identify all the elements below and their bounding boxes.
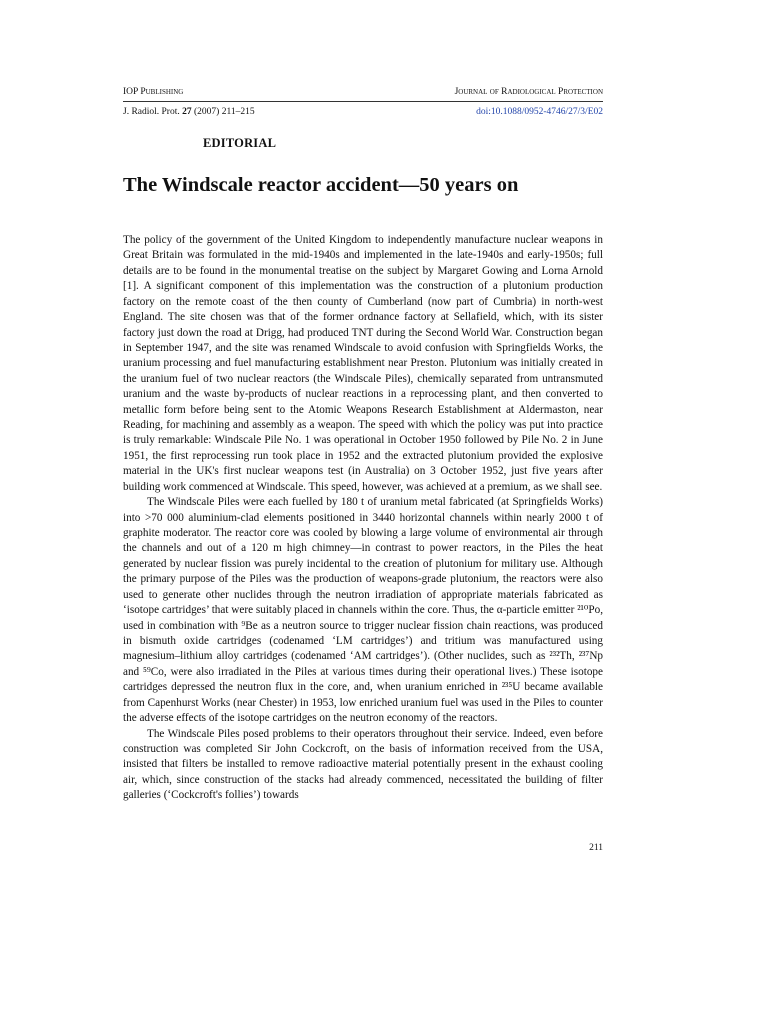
paragraph-2: The Windscale Piles were each fuelled by 180 t of uranium metal fabricated (at Springfields Works) into >70 000 aluminium-clad elements positioned in 3440 horizontal channels within nearly 2000 t of graphite moderator. The reactor core was cooled by blowing a large volume of environmental air through the channels and out of a 120 m high chimney—in contrast to power reactors, in the Piles the heat generated by nuclear fission was purely incidental to the creation of plutonium for military use. Although the primary purpose of the Piles was the production of weapons-grade plutonium, the reactors were also used to generate other nuclides through the neutron irradiation of appropriate materials fabricated as ‘isotope cartridges’ that were suitably placed in channels within the core. Thus, the α-particle emitter ²¹⁰Po, used in combination with ⁹Be as a neutron source to trigger nuclear fission chain reactions, was produced in bismuth oxide cartridges (codenamed ‘LM cartridges’) and tritium was manufactured using magnesium–lithium alloy cartridges (codenamed ‘AM cartridges’). (Other nuclides, such as ²³²Th, ²³⁷Np and ⁵⁹Co, were also irradiated in the Piles at various times during their operational lives.) These isotope cartridges depressed the neutron flux in the core, and, when uranium enriched in ²³⁵U became available from Capenhurst Works (near Chester) in 1953, low enriched uranium fuel was used in the Piles to counter the adverse effects of the isotope cartridges on the neutron economy of the reactors. bbox=[123, 496, 603, 725]
header-rule bbox=[123, 101, 603, 102]
page-number: 211 bbox=[589, 843, 603, 853]
publisher-name: IOP Publishing bbox=[123, 87, 184, 97]
citation-volume: 27 bbox=[182, 107, 192, 117]
article-body bbox=[123, 233, 603, 804]
citation-line bbox=[123, 106, 603, 118]
doi-link[interactable]: doi:10.1088/0952-4746/27/3/E02 bbox=[476, 107, 603, 117]
article-title: The Windscale reactor accident—50 years on bbox=[123, 174, 519, 196]
section-label: EDITORIAL bbox=[203, 136, 277, 150]
running-header bbox=[123, 86, 603, 98]
journal-name: Journal of Radiological Protection bbox=[454, 87, 603, 97]
paragraph-1: The policy of the government of the United Kingdom to independently manufacture nuclear weapons in Great Britain was formulated in the mid-1940s and implemented in the late-1940s and early-1950s; full details are to be found in the monumental treatise on the subject by Margaret Gowing and Lorna Arnold [1]. A significant component of this implementation was the construction of a plutonium production factory on the remote coast of the then county of Cumberland (now part of Cumbria) in north-west England. The site chosen was that of the former ordnance factory at Sellafield, which, with its sister factory just down the road at Drigg, had produced TNT during the Second World War. Construction began in September 1947, and the site was renamed Windscale to avoid confusion with Springfields Works, the uranium processing and fuel manufacturing establishment near Preston. Plutonium was initially created in the uranium fuel of two nuclear reactors (the Windscale Piles), chemically separated from untransmuted uranium and the waste by-products of nuclear reactions in a reprocessing plant, and then converted to metallic form before being sent to the Atomic Weapons Research Establishment at Aldermaston, near Reading, for machining and assembly as a weapon. The speed with which the policy was put into practice is truly remarkable: Windscale Pile No. 1 was operational in October 1950 followed by Pile No. 2 in June 1951, the first reprocessing run took place in 1952 and the extracted plutonium provided the explosive material in the UK's first nuclear weapons test (in Australia) on 3 October 1952, just five years after building work commenced at Windscale. This speed, however, was achieved at a premium, as we shall see. bbox=[123, 234, 603, 493]
citation bbox=[123, 106, 255, 118]
citation-journal: J. Radiol. Prot. bbox=[123, 107, 180, 117]
citation-year-pages: (2007) 211–215 bbox=[194, 107, 255, 117]
article-page bbox=[123, 0, 603, 1024]
paragraph-3: The Windscale Piles posed problems to their operators throughout their service. Indeed, even before construction was completed Sir John Cockcroft, on the basis of information received from the USA, insisted that filters be installed to remove radioactive material potentially present in the exhaust cooling air, which, since construction of the stacks had already commenced, necessitated the building of filter galleries (‘Cockcroft's follies’) towards bbox=[123, 727, 603, 802]
